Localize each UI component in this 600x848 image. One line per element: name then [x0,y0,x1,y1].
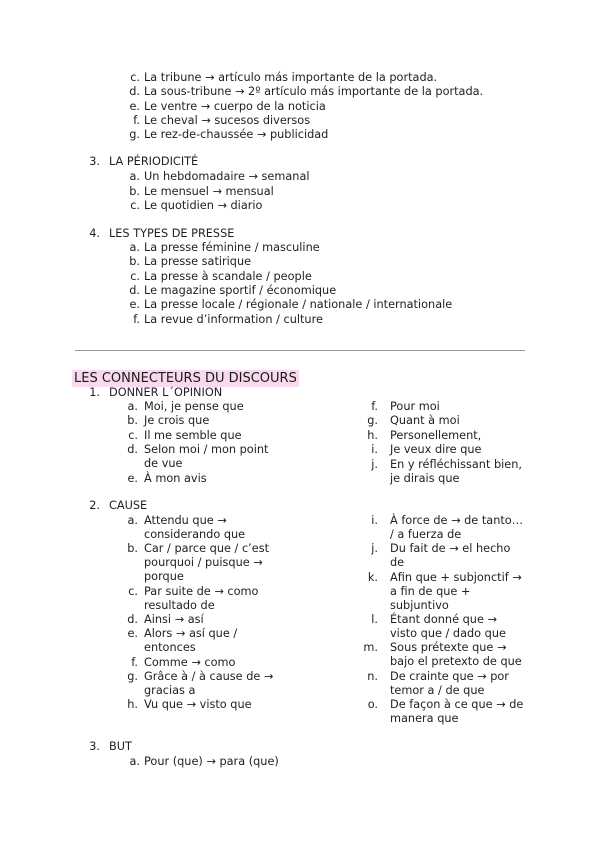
section-number: 2. [89,499,100,512]
opinion-item-text: de vue [144,457,183,471]
cause-item-marker: o. [367,697,378,711]
cause-item-text: bajo el pretexto de que [390,655,522,669]
opinion-item-text: Selon moi / mon point [144,443,269,457]
top-list-item-text: Le ventre → cuerpo de la noticia [144,99,326,113]
opinion-item-marker: j. [371,457,378,471]
but-item-marker: a. [129,755,140,768]
cause-item-marker: n. [367,669,378,683]
cause-item-text: considerando que [144,528,246,541]
opinion-item-text: Moi, je pense que [144,400,244,413]
cause-item-text: À force de → de tanto… [390,514,523,527]
opinion-item-marker: g. [367,414,378,428]
cause-item-text: De façon à ce que → de [390,697,524,711]
presse-type-item-marker: b. [129,255,140,269]
cause-item-text: Alors → así que / [144,627,238,641]
cause-item-marker: m. [363,641,378,655]
opinion-item-text: En y réfléchissant bien, [390,457,522,471]
cause-item-marker: h. [127,698,138,712]
divider-line [75,350,525,351]
top-list-item-marker: e. [129,99,140,113]
section-title: BUT [109,740,132,753]
periodicite-item-marker: c. [130,199,140,212]
cause-item-text: manera que [390,711,459,725]
presse-type-item-text: Le magazine sportif / économique [144,283,337,297]
top-list-item-marker: c. [130,71,140,84]
opinion-item-text: Quant à moi [390,414,460,428]
presse-type-item-text: La presse féminine / masculine [144,241,320,254]
cause-item-marker: j. [371,542,378,556]
periodicite-item-marker: a. [129,170,140,183]
cause-item-text: Par suite de → como [144,584,259,598]
cause-item-text: a fin de que + [390,584,471,598]
presse-type-item-marker: f. [133,312,140,326]
connecteurs-heading: LES CONNECTEURS DU DISCOURS [74,371,297,386]
cause-item-text: Vu que → visto que [144,698,252,712]
top-list-item-marker: g. [129,128,140,142]
opinion-item-text: Pour moi [390,400,440,413]
presse-type-item-text: La presse satirique [144,255,252,269]
top-list-item-marker: d. [129,85,140,99]
opinion-item-marker: b. [127,414,138,428]
section-title: LES TYPES DE PRESSE [109,227,235,240]
cause-item-marker: a. [127,514,138,527]
opinion-item-marker: e. [127,471,138,485]
cause-item-text: Comme → como [144,655,236,669]
cause-item-text: resultado de [144,598,215,612]
opinion-item-marker: h. [367,428,378,442]
top-list-item-text: Le cheval → sucesos diversos [144,113,311,127]
section-title: CAUSE [109,499,148,512]
cause-item-marker: k. [367,570,378,584]
cause-item-text: de [390,556,405,570]
cause-item-marker: g. [127,669,138,683]
opinion-item-text: Je veux dire que [390,443,482,457]
cause-item-text: Grâce à / à cause de → [144,669,274,683]
cause-item-text: visto que / dado que [390,626,506,640]
cause-item-text: De crainte que → por [390,669,509,683]
periodicite-item-text: Un hebdomadaire → semanal [144,170,310,183]
section-number: 1. [89,386,100,399]
presse-type-item-marker: c. [130,269,140,283]
top-list-item-marker: f. [133,113,140,127]
opinion-item-marker: f. [371,400,378,413]
opinion-item-text: Personellement, [390,428,482,442]
cause-item-text: temor a / de que [390,683,485,697]
cause-item-marker: c. [128,584,138,598]
section-title: LA PÉRIODICITÉ [109,155,199,168]
presse-type-item-marker: e. [129,298,140,312]
cause-item-text: Du fait de → el hecho [390,542,511,556]
top-list-item-text: La tribune → artículo más importante de la portada. [144,71,438,84]
presse-type-item-text: La presse locale / régionale / nationale / internationale [144,298,453,312]
presse-type-item-text: La presse à scandale / people [144,269,312,283]
presse-type-item-marker: a. [129,241,140,254]
presse-type-item-marker: d. [129,283,140,297]
cause-item-text: Ainsi → así [144,612,204,626]
section-number: 4. [89,227,100,240]
cause-item-text: porque [144,570,184,584]
cause-item-text: / a fuerza de [390,528,462,541]
opinion-item-text: À mon avis [144,471,207,485]
section-title: DONNER L´OPINION [109,386,223,399]
cause-item-marker: l. [371,612,378,626]
cause-item-text: Sous prétexte que → [390,641,507,655]
cause-item-text: Étant donné que → [390,612,497,626]
but-item-text: Pour (que) → para (que) [144,755,279,768]
top-list-item-text: Le rez-de-chaussée → publicidad [144,128,329,142]
opinion-item-text: Je crois que [144,414,210,428]
section-number: 3. [89,740,100,753]
cause-item-text: entonces [144,641,196,655]
opinion-item-marker: a. [127,400,138,413]
cause-item-text: Car / parce que / c’est [144,542,270,556]
cause-item-marker: e. [127,627,138,641]
opinion-item-marker: i. [371,443,378,457]
periodicite-item-text: Le quotidien → diario [144,199,263,212]
cause-item-marker: i. [371,514,378,527]
cause-item-text: pourquoi / puisque → [144,556,263,570]
opinion-item-text: je dirais que [390,471,460,485]
top-list-item-text: La sous-tribune → 2º artículo más importante de la portada. [144,85,484,99]
cause-item-marker: f. [131,655,138,669]
presse-type-item-text: La revue d’information / culture [144,312,323,326]
periodicite-item-marker: b. [129,184,140,198]
cause-item-text: Attendu que → [144,514,227,527]
cause-item-marker: b. [127,542,138,556]
opinion-item-marker: c. [128,428,138,442]
opinion-item-marker: d. [127,443,138,457]
opinion-item-text: Il me semble que [144,428,242,442]
cause-item-marker: d. [127,612,138,626]
section-number: 3. [89,155,100,168]
cause-item-text: subjuntivo [390,598,449,612]
cause-item-text: gracias a [144,683,196,697]
cause-item-text: Afin que + subjonctif → [390,570,522,584]
periodicite-item-text: Le mensuel → mensual [144,184,274,198]
